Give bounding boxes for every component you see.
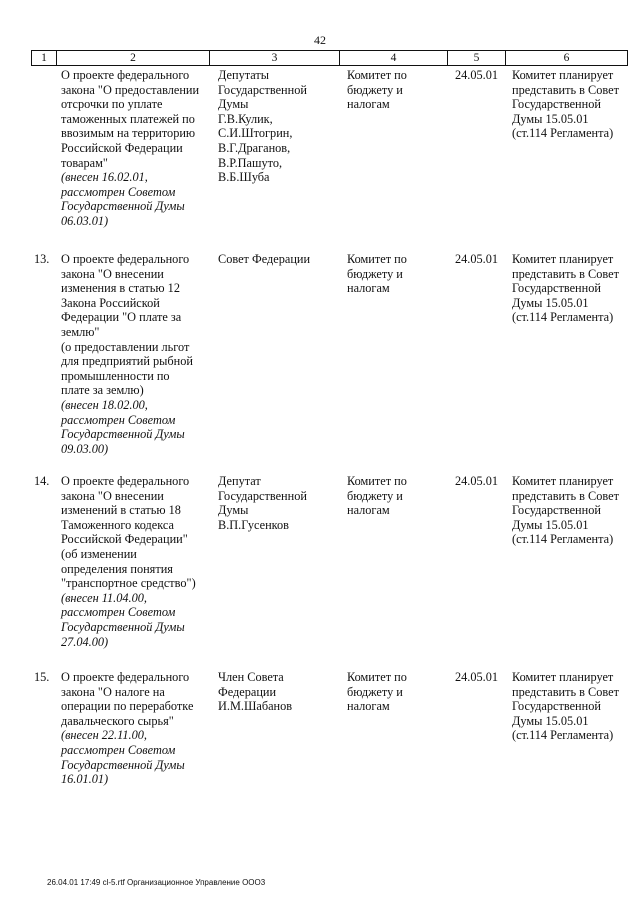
bill-title-line: О проекте федерального xyxy=(61,670,190,684)
column-number: 5 xyxy=(448,51,506,66)
entry-date: 24.05.01 xyxy=(455,474,499,488)
status-line: представить в Совет xyxy=(512,488,619,503)
committee-line: Комитет по xyxy=(347,670,407,684)
bill-title-line: ввозимым на территорию xyxy=(61,126,196,141)
bill-note-line: 27.04.00) xyxy=(61,634,109,649)
bill-note-line: рассмотрен Советом xyxy=(61,742,176,757)
status-line: Думы 15.05.01 xyxy=(512,713,589,728)
status-line: Комитет планирует xyxy=(512,670,614,684)
entry-status xyxy=(512,252,632,325)
bill-author-line: Государственной xyxy=(218,488,307,503)
status-line: Государственной xyxy=(512,97,601,112)
column-number-row xyxy=(31,50,628,66)
bill-note-line: рассмотрен Советом xyxy=(61,184,176,199)
bill-title-line: Таможенного кодекса xyxy=(61,517,174,532)
committee-line: налогам xyxy=(347,699,390,714)
bill-author-line: В.Б.Шуба xyxy=(218,170,270,185)
status-line: представить в Совет xyxy=(512,82,619,97)
committee-line: налогам xyxy=(347,97,390,112)
responsible-committee xyxy=(347,68,442,112)
bill-title-line: давальческого сырья" xyxy=(61,713,174,728)
bill-author xyxy=(218,670,338,714)
bill-author-line: Федерации xyxy=(218,684,277,699)
bill-author xyxy=(218,252,338,267)
bill-title-line: таможенных платежей по xyxy=(61,111,195,126)
entry-number: 15. xyxy=(34,670,50,684)
bill-note-line: Государственной Думы xyxy=(61,427,185,442)
bill-title xyxy=(61,670,211,787)
footer: 26.04.01 17:49 cl-5.rtf Организационное Управление ООО3 xyxy=(47,878,266,887)
bill-title-line: изменений в статью 18 xyxy=(61,503,181,518)
bill-author-line: Совет Федерации xyxy=(218,252,311,266)
responsible-committee xyxy=(347,670,442,714)
committee-line: бюджету и xyxy=(347,488,403,503)
bill-note-line: рассмотрен Советом xyxy=(61,605,176,620)
status-line: Государственной xyxy=(512,699,601,714)
bill-title-line: закона "О налоге на xyxy=(61,684,165,699)
status-line: (ст.114 Регламента) xyxy=(512,532,614,547)
bill-title-line: (об изменении xyxy=(61,546,137,561)
bill-note-line: Государственной Думы xyxy=(61,199,185,214)
bill-author-line: Депутаты xyxy=(218,68,270,82)
bill-title-line: закона "О предоставлении xyxy=(61,82,200,97)
entry-date: 24.05.01 xyxy=(455,670,499,684)
bill-note-line: 09.03.00) xyxy=(61,441,109,456)
bill-author-line: Думы xyxy=(218,503,249,518)
bill-title-line: Российской Федерации xyxy=(61,140,183,155)
bill-author-line: В.П.Гусенков xyxy=(218,517,289,532)
bill-author-line: Государственной xyxy=(218,82,307,97)
bill-title-line: отсрочки по уплате xyxy=(61,97,163,112)
bill-author-line: В.Р.Пашуто, xyxy=(218,155,283,170)
bill-note-line: (внесен 22.11.00, xyxy=(61,728,147,743)
bill-note-line: Государственной Думы xyxy=(61,757,185,772)
bill-title-line: товарам" xyxy=(61,155,108,170)
bill-author-line: И.М.Шабанов xyxy=(218,699,293,714)
entry-number: 13. xyxy=(34,252,50,266)
bill-author-line: В.Г.Драганов, xyxy=(218,140,291,155)
committee-line: Комитет по xyxy=(347,474,407,488)
responsible-committee xyxy=(347,252,442,296)
bill-author xyxy=(218,474,338,532)
committee-line: налогам xyxy=(347,503,390,518)
column-number: 3 xyxy=(210,51,340,66)
bill-title-line: землю" xyxy=(61,324,100,339)
bill-note-line: 06.03.01) xyxy=(61,213,109,228)
bill-title-line: Закона Российской xyxy=(61,295,160,310)
bill-note-line: (внесен 11.04.00, xyxy=(61,590,147,605)
entry-date: 24.05.01 xyxy=(455,252,499,266)
status-line: Государственной xyxy=(512,281,601,296)
status-line: Государственной xyxy=(512,503,601,518)
entry-status xyxy=(512,68,632,141)
entry-number: 14. xyxy=(34,474,50,488)
page-number: 42 xyxy=(314,33,326,47)
entry-date: 24.05.01 xyxy=(455,68,499,82)
status-line: Комитет планирует xyxy=(512,252,614,266)
bill-author-line: Депутат xyxy=(218,474,261,488)
bill-author-line: Член Совета xyxy=(218,670,284,684)
responsible-committee xyxy=(347,474,442,518)
bill-note-line: (внесен 16.02.01, xyxy=(61,170,148,185)
status-line: (ст.114 Регламента) xyxy=(512,126,614,141)
column-number: 2 xyxy=(57,51,210,66)
status-line: представить в Совет xyxy=(512,266,619,281)
bill-author-line: Г.В.Кулик, xyxy=(218,111,273,126)
committee-line: бюджету и xyxy=(347,684,403,699)
committee-line: бюджету и xyxy=(347,266,403,281)
bill-title-line: плате за землю) xyxy=(61,383,144,398)
status-line: Думы 15.05.01 xyxy=(512,517,589,532)
bill-title-line: О проекте федерального xyxy=(61,474,190,488)
committee-line: Комитет по xyxy=(347,68,407,82)
bill-title-line: "транспортное средство") xyxy=(61,576,196,591)
bill-title-line: Российской Федерации" xyxy=(61,532,188,547)
bill-title xyxy=(61,474,211,649)
committee-line: бюджету и xyxy=(347,82,403,97)
bill-title-line: операции по переработке xyxy=(61,699,194,714)
bill-note-line: рассмотрен Советом xyxy=(61,412,176,427)
bill-note-line: Государственной Думы xyxy=(61,619,185,634)
status-line: Комитет планирует xyxy=(512,68,614,82)
entry-status xyxy=(512,474,632,547)
bill-title-line: изменения в статью 12 xyxy=(61,281,180,296)
committee-line: Комитет по xyxy=(347,252,407,266)
status-line: Думы 15.05.01 xyxy=(512,111,589,126)
bill-note-line: (внесен 18.02.00, xyxy=(61,397,148,412)
status-line: Комитет планирует xyxy=(512,474,614,488)
bill-author-line: Думы xyxy=(218,97,249,112)
bill-title-line: промышленности по xyxy=(61,368,170,383)
bill-title-line: О проекте федерального xyxy=(61,68,190,82)
status-line: (ст.114 Регламента) xyxy=(512,728,614,743)
column-number: 4 xyxy=(340,51,448,66)
column-number: 6 xyxy=(506,51,628,66)
column-number: 1 xyxy=(32,51,57,66)
bill-title-line: закона "О внесении xyxy=(61,488,164,503)
bill-title-line: О проекте федерального xyxy=(61,252,190,266)
bill-title-line: (о предоставлении льгот xyxy=(61,339,190,354)
bill-title-line: определения понятия xyxy=(61,561,173,576)
entry-status xyxy=(512,670,632,743)
bill-title-line: Федерации "О плате за xyxy=(61,310,182,325)
bill-title-line: для предприятий рыбной xyxy=(61,354,193,369)
status-line: представить в Совет xyxy=(512,684,619,699)
bill-author xyxy=(218,68,338,185)
status-line: (ст.114 Регламента) xyxy=(512,310,614,325)
committee-line: налогам xyxy=(347,281,390,296)
bill-title xyxy=(61,68,211,229)
bill-title xyxy=(61,252,211,456)
bill-author-line: С.И.Штогрин, xyxy=(218,126,293,141)
bill-title-line: закона "О внесении xyxy=(61,266,164,281)
bill-note-line: 16.01.01) xyxy=(61,772,109,787)
status-line: Думы 15.05.01 xyxy=(512,295,589,310)
